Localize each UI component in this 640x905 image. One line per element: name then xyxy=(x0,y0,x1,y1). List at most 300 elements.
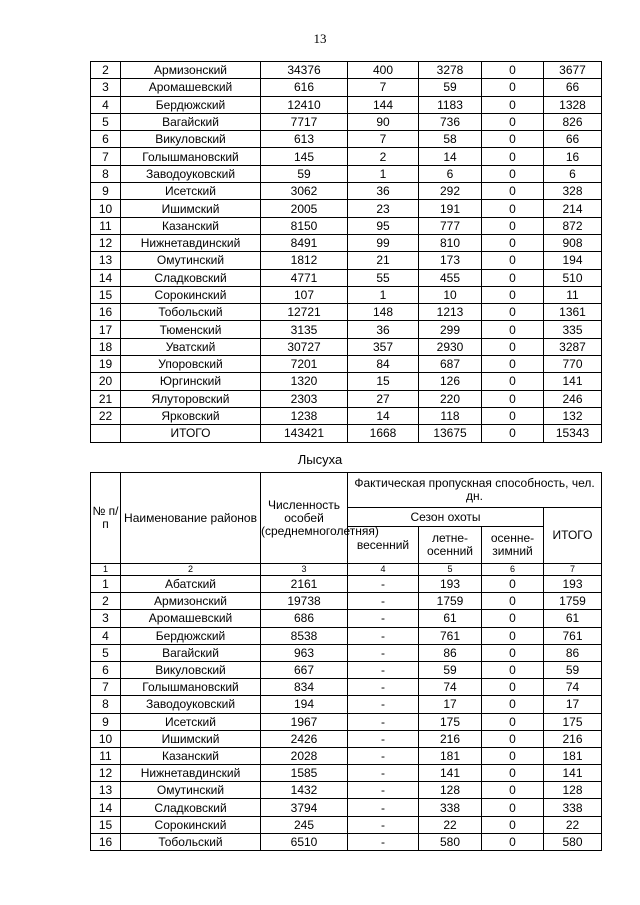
table-cell: 3287 xyxy=(544,338,602,355)
table-cell: 3 xyxy=(91,610,121,627)
table-cell: Упоровский xyxy=(121,356,261,373)
table-cell: 245 xyxy=(261,816,348,833)
table-cell: - xyxy=(348,713,419,730)
table-cell: - xyxy=(348,696,419,713)
table-cell: 580 xyxy=(419,833,482,850)
table-cell: Бердюжский xyxy=(121,627,261,644)
table-cell: 193 xyxy=(544,576,602,593)
table-cell: 59 xyxy=(419,79,482,96)
table-cell: 132 xyxy=(544,407,602,424)
table-cell: 1 xyxy=(91,576,121,593)
table-cell: 34376 xyxy=(261,62,348,79)
table-row xyxy=(91,679,602,696)
table-cell: 0 xyxy=(482,799,544,816)
table-row xyxy=(91,356,602,373)
table-cell: - xyxy=(348,833,419,850)
table-cell: 400 xyxy=(348,62,419,79)
table-cell: 16 xyxy=(91,833,121,850)
table-cell: Аромашевский xyxy=(121,610,261,627)
table-cell: 66 xyxy=(544,79,602,96)
table-cell: 1812 xyxy=(261,252,348,269)
table-cell: 90 xyxy=(348,113,419,130)
table-cell: 16 xyxy=(544,148,602,165)
table-cell: Голышмановский xyxy=(121,148,261,165)
table-cell: Абатский xyxy=(121,576,261,593)
table-cell: 0 xyxy=(482,576,544,593)
table-cell: 1361 xyxy=(544,304,602,321)
table-lysukha xyxy=(90,472,602,851)
table-cell: - xyxy=(348,593,419,610)
table-cell: 181 xyxy=(419,747,482,764)
table-cell: 143421 xyxy=(261,425,348,442)
table-cell: 4 xyxy=(91,627,121,644)
table-cell: 667 xyxy=(261,661,348,678)
table-cell: 14 xyxy=(91,799,121,816)
table-cell: 687 xyxy=(419,356,482,373)
table-row xyxy=(91,833,602,850)
table-cell: 0 xyxy=(482,610,544,627)
table-cell: 13 xyxy=(91,252,121,269)
table-cell: 6 xyxy=(544,165,602,182)
page-number: 13 xyxy=(313,31,327,46)
table-cell: 2 xyxy=(348,148,419,165)
table-cell: 777 xyxy=(419,217,482,234)
table-cell: 0 xyxy=(482,183,544,200)
table-cell: 1213 xyxy=(419,304,482,321)
header-number: № п/п xyxy=(91,473,121,564)
table-cell: 338 xyxy=(544,799,602,816)
table-cell: 580 xyxy=(544,833,602,850)
table-cell: 0 xyxy=(482,79,544,96)
table-row xyxy=(91,321,602,338)
table-row xyxy=(91,183,602,200)
table-cell: 0 xyxy=(482,661,544,678)
table-cell: 30727 xyxy=(261,338,348,355)
table-cell: 11 xyxy=(91,217,121,234)
table-cell: 11 xyxy=(91,747,121,764)
table-cell: 613 xyxy=(261,131,348,148)
table-cell: 216 xyxy=(544,730,602,747)
table-cell: 770 xyxy=(544,356,602,373)
table-cell: 118 xyxy=(419,407,482,424)
table-row xyxy=(91,782,602,799)
table-cell: 194 xyxy=(544,252,602,269)
table-cell: 173 xyxy=(419,252,482,269)
column-number-cell: 1 xyxy=(91,564,121,576)
table-row xyxy=(91,252,602,269)
table-cell: 4 xyxy=(91,96,121,113)
table-cell: 8 xyxy=(91,165,121,182)
table-cell: Армизонский xyxy=(121,593,261,610)
table-cell: - xyxy=(348,576,419,593)
table-cell: 1238 xyxy=(261,407,348,424)
table-cell: 175 xyxy=(544,713,602,730)
table-cell: Сорокинский xyxy=(121,286,261,303)
table-cell: 61 xyxy=(544,610,602,627)
table-cell: 128 xyxy=(544,782,602,799)
table-cell: 4771 xyxy=(261,269,348,286)
table-cell: 1967 xyxy=(261,713,348,730)
table-cell: 86 xyxy=(544,644,602,661)
table-cell: 1 xyxy=(348,286,419,303)
table-cell: Сорокинский xyxy=(121,816,261,833)
table-cell: 22 xyxy=(91,407,121,424)
table-row xyxy=(91,286,602,303)
table-cell: 0 xyxy=(482,747,544,764)
table-cell: 0 xyxy=(482,816,544,833)
table-cell: 6 xyxy=(419,165,482,182)
column-number-cell: 2 xyxy=(121,564,261,576)
table-cell: 15 xyxy=(91,286,121,303)
table-cell: Вагайский xyxy=(121,644,261,661)
table-row xyxy=(91,661,602,678)
table-cell: 191 xyxy=(419,200,482,217)
table-cell: 66 xyxy=(544,131,602,148)
table-cell: 0 xyxy=(482,62,544,79)
table-cell: 19738 xyxy=(261,593,348,610)
table-cell: 6 xyxy=(91,131,121,148)
table-cell: Нижнетавдинский xyxy=(121,765,261,782)
table-cell: 0 xyxy=(482,286,544,303)
table-cell: 220 xyxy=(419,390,482,407)
table-cell: 61 xyxy=(419,610,482,627)
table-cell: 0 xyxy=(482,234,544,251)
table-cell: 1183 xyxy=(419,96,482,113)
table-cell: Бердюжский xyxy=(121,96,261,113)
table-cell: 74 xyxy=(419,679,482,696)
table-cell: 141 xyxy=(419,765,482,782)
table-cell: Вагайский xyxy=(121,113,261,130)
table-cell: 18 xyxy=(91,338,121,355)
table-cell: 15343 xyxy=(544,425,602,442)
table-cell: 616 xyxy=(261,79,348,96)
table-cell: 0 xyxy=(482,200,544,217)
table-cell: 7201 xyxy=(261,356,348,373)
table-row xyxy=(91,799,602,816)
table-cell: 0 xyxy=(482,217,544,234)
header-summer-autumn: летне-осенний xyxy=(419,527,482,564)
table-cell: 328 xyxy=(544,183,602,200)
table-cell: - xyxy=(348,730,419,747)
table-cell: 0 xyxy=(482,627,544,644)
table-cell: 59 xyxy=(419,661,482,678)
table-cell: 0 xyxy=(482,425,544,442)
table-cell: Казанский xyxy=(121,747,261,764)
table-cell: 8 xyxy=(91,696,121,713)
table-cell: 86 xyxy=(419,644,482,661)
table-row xyxy=(91,165,602,182)
table-cell: 22 xyxy=(419,816,482,833)
table-cell: Аромашевский xyxy=(121,79,261,96)
table-row xyxy=(91,131,602,148)
table-cell: 5 xyxy=(91,644,121,661)
table-row xyxy=(91,79,602,96)
header-total: ИТОГО xyxy=(544,508,602,564)
table-cell: 17 xyxy=(544,696,602,713)
table-cell: 193 xyxy=(419,576,482,593)
table-cell: 22 xyxy=(544,816,602,833)
table-cell: 10 xyxy=(91,200,121,217)
table-row xyxy=(91,113,602,130)
table-cell: 17 xyxy=(419,696,482,713)
table-row xyxy=(91,338,602,355)
table-cell: Исетский xyxy=(121,183,261,200)
table-cell: - xyxy=(348,816,419,833)
table-row xyxy=(91,304,602,321)
table-cell: 3 xyxy=(91,79,121,96)
table-cell: 8150 xyxy=(261,217,348,234)
table-cell: Голышмановский xyxy=(121,679,261,696)
table-cell: 2426 xyxy=(261,730,348,747)
table-cell: 761 xyxy=(419,627,482,644)
table-cell: 0 xyxy=(482,644,544,661)
table-cell: 510 xyxy=(544,269,602,286)
table-cell: 12721 xyxy=(261,304,348,321)
table-cell: 36 xyxy=(348,321,419,338)
header-spring: весенний xyxy=(348,527,419,564)
header-capacity: Фактическая пропускная способность, чел. дн. xyxy=(348,473,602,508)
table-cell: 59 xyxy=(544,661,602,678)
table-cell: 0 xyxy=(482,407,544,424)
table-row xyxy=(91,62,602,79)
table-cell: 7 xyxy=(348,79,419,96)
table-cell: 11 xyxy=(544,286,602,303)
table-cell: 175 xyxy=(419,713,482,730)
table-cell: Сладковский xyxy=(121,269,261,286)
table-cell: 8538 xyxy=(261,627,348,644)
table-cell: 2161 xyxy=(261,576,348,593)
table-row xyxy=(91,148,602,165)
table-cell: - xyxy=(348,782,419,799)
table-cell: 810 xyxy=(419,234,482,251)
table-cell: 1759 xyxy=(419,593,482,610)
table-cell: 0 xyxy=(482,269,544,286)
table-cell: 20 xyxy=(91,373,121,390)
table-cell: Викуловский xyxy=(121,661,261,678)
table-cell: 3677 xyxy=(544,62,602,79)
table-cell: 14 xyxy=(91,269,121,286)
table-cell: 0 xyxy=(482,765,544,782)
table-cell: 144 xyxy=(348,96,419,113)
table-row xyxy=(91,425,602,442)
table-cell: 14 xyxy=(348,407,419,424)
table-cell: 246 xyxy=(544,390,602,407)
table-cell: 3062 xyxy=(261,183,348,200)
table1-body xyxy=(91,62,602,443)
table-cell: 0 xyxy=(482,304,544,321)
table-cell: 27 xyxy=(348,390,419,407)
table-cell: 3135 xyxy=(261,321,348,338)
table-cell: 761 xyxy=(544,627,602,644)
table-cell: 9 xyxy=(91,183,121,200)
table-cell: 128 xyxy=(419,782,482,799)
table-cell: 0 xyxy=(482,679,544,696)
table-cell: 141 xyxy=(544,373,602,390)
column-number-cell: 3 xyxy=(261,564,348,576)
table-cell: 0 xyxy=(482,131,544,148)
table-cell: 335 xyxy=(544,321,602,338)
table-cell: 2 xyxy=(91,62,121,79)
table-cell: Нижнетавдинский xyxy=(121,234,261,251)
table-cell: 99 xyxy=(348,234,419,251)
table-cell: 7 xyxy=(348,131,419,148)
table-cell: 13 xyxy=(91,782,121,799)
table-cell: 2028 xyxy=(261,747,348,764)
table-cell: 826 xyxy=(544,113,602,130)
table-cell: 0 xyxy=(482,373,544,390)
table-row xyxy=(91,610,602,627)
table-cell: 141 xyxy=(544,765,602,782)
table-row xyxy=(91,696,602,713)
table-cell: 36 xyxy=(348,183,419,200)
table-cell: 872 xyxy=(544,217,602,234)
table-cell: 0 xyxy=(482,696,544,713)
table-cell: 0 xyxy=(482,252,544,269)
table-cell: 55 xyxy=(348,269,419,286)
table-cell: 963 xyxy=(261,644,348,661)
table-cell: 74 xyxy=(544,679,602,696)
table-cell: 14 xyxy=(419,148,482,165)
table-row xyxy=(91,200,602,217)
table-row xyxy=(91,730,602,747)
table-cell: 16 xyxy=(91,304,121,321)
table-cell: 2930 xyxy=(419,338,482,355)
table-row xyxy=(91,713,602,730)
table-cell: 145 xyxy=(261,148,348,165)
table-cell: Казанский xyxy=(121,217,261,234)
table-cell: Заводоуковский xyxy=(121,165,261,182)
table-cell: 834 xyxy=(261,679,348,696)
column-number-cell: 7 xyxy=(544,564,602,576)
table-cell: 12410 xyxy=(261,96,348,113)
header-hunting-season: Сезон охоты xyxy=(348,508,544,527)
table-cell: Уватский xyxy=(121,338,261,355)
table-cell: 95 xyxy=(348,217,419,234)
table-cell: 908 xyxy=(544,234,602,251)
table-cell: 21 xyxy=(348,252,419,269)
table-previous-species xyxy=(90,61,602,443)
table-row xyxy=(91,765,602,782)
table-cell: 3794 xyxy=(261,799,348,816)
table-cell: 23 xyxy=(348,200,419,217)
table-cell: 10 xyxy=(419,286,482,303)
table-cell: 13675 xyxy=(419,425,482,442)
table2-body xyxy=(91,576,602,851)
table-row xyxy=(91,627,602,644)
table-cell: 148 xyxy=(348,304,419,321)
table-cell: Тобольский xyxy=(121,833,261,850)
table-cell: Исетский xyxy=(121,713,261,730)
table-cell: 0 xyxy=(482,356,544,373)
column-number-cell: 4 xyxy=(348,564,419,576)
table-cell: 1328 xyxy=(544,96,602,113)
table-cell xyxy=(91,425,121,442)
table-cell: - xyxy=(348,627,419,644)
table-cell: 0 xyxy=(482,113,544,130)
table-cell: 59 xyxy=(261,165,348,182)
table-cell: Армизонский xyxy=(121,62,261,79)
header-population: Численность особей (среднемноголетняя) xyxy=(261,473,348,564)
table-row xyxy=(91,644,602,661)
table-cell: 0 xyxy=(482,730,544,747)
table-row xyxy=(91,576,602,593)
table-cell: 5 xyxy=(91,113,121,130)
table-cell: 126 xyxy=(419,373,482,390)
column-number-cell: 5 xyxy=(419,564,482,576)
table-cell: Юргинский xyxy=(121,373,261,390)
table-cell: - xyxy=(348,747,419,764)
table-cell: 214 xyxy=(544,200,602,217)
table-cell: 0 xyxy=(482,338,544,355)
table-cell: 0 xyxy=(482,390,544,407)
table-row xyxy=(91,217,602,234)
table-cell: 21 xyxy=(91,390,121,407)
table-cell: 194 xyxy=(261,696,348,713)
table-cell: 58 xyxy=(419,131,482,148)
table-cell: 17 xyxy=(91,321,121,338)
table-cell: 1668 xyxy=(348,425,419,442)
table-row xyxy=(91,816,602,833)
table-cell: Ишимский xyxy=(121,730,261,747)
table-cell: Заводоуковский xyxy=(121,696,261,713)
table-cell: 1759 xyxy=(544,593,602,610)
table-cell: Омутинский xyxy=(121,252,261,269)
table-cell: - xyxy=(348,765,419,782)
table-cell: 299 xyxy=(419,321,482,338)
table-cell: Викуловский xyxy=(121,131,261,148)
table-cell: 0 xyxy=(482,782,544,799)
table-row xyxy=(91,593,602,610)
table-cell: 6 xyxy=(91,661,121,678)
table-cell: Тюменский xyxy=(121,321,261,338)
table-cell: Омутинский xyxy=(121,782,261,799)
table-cell: 107 xyxy=(261,286,348,303)
table-cell: 0 xyxy=(482,96,544,113)
table-cell: 1432 xyxy=(261,782,348,799)
table-cell: 84 xyxy=(348,356,419,373)
table-cell: 0 xyxy=(482,593,544,610)
table-cell: 15 xyxy=(348,373,419,390)
table-cell: - xyxy=(348,610,419,627)
table-cell: ИТОГО xyxy=(121,425,261,442)
table-row xyxy=(91,373,602,390)
table-cell: 736 xyxy=(419,113,482,130)
table-cell: 0 xyxy=(482,833,544,850)
table-cell: 3278 xyxy=(419,62,482,79)
table-cell: 12 xyxy=(91,765,121,782)
table-cell: 1585 xyxy=(261,765,348,782)
table-cell: 292 xyxy=(419,183,482,200)
table-row xyxy=(91,747,602,764)
table-cell: 0 xyxy=(482,713,544,730)
column-number-cell: 6 xyxy=(482,564,544,576)
table-cell: 6510 xyxy=(261,833,348,850)
table-cell: 10 xyxy=(91,730,121,747)
table-row xyxy=(91,407,602,424)
table-cell: Ялуторовский xyxy=(121,390,261,407)
table-cell: 7717 xyxy=(261,113,348,130)
table-row xyxy=(91,234,602,251)
table-row xyxy=(91,96,602,113)
table-cell: 12 xyxy=(91,234,121,251)
table-cell: - xyxy=(348,661,419,678)
table-cell: Сладковский xyxy=(121,799,261,816)
table-row xyxy=(91,390,602,407)
table-cell: 0 xyxy=(482,165,544,182)
table-cell: 15 xyxy=(91,816,121,833)
header-autumn-winter: осенне-зимний xyxy=(482,527,544,564)
header-district-name: Наименование районов xyxy=(121,473,261,564)
